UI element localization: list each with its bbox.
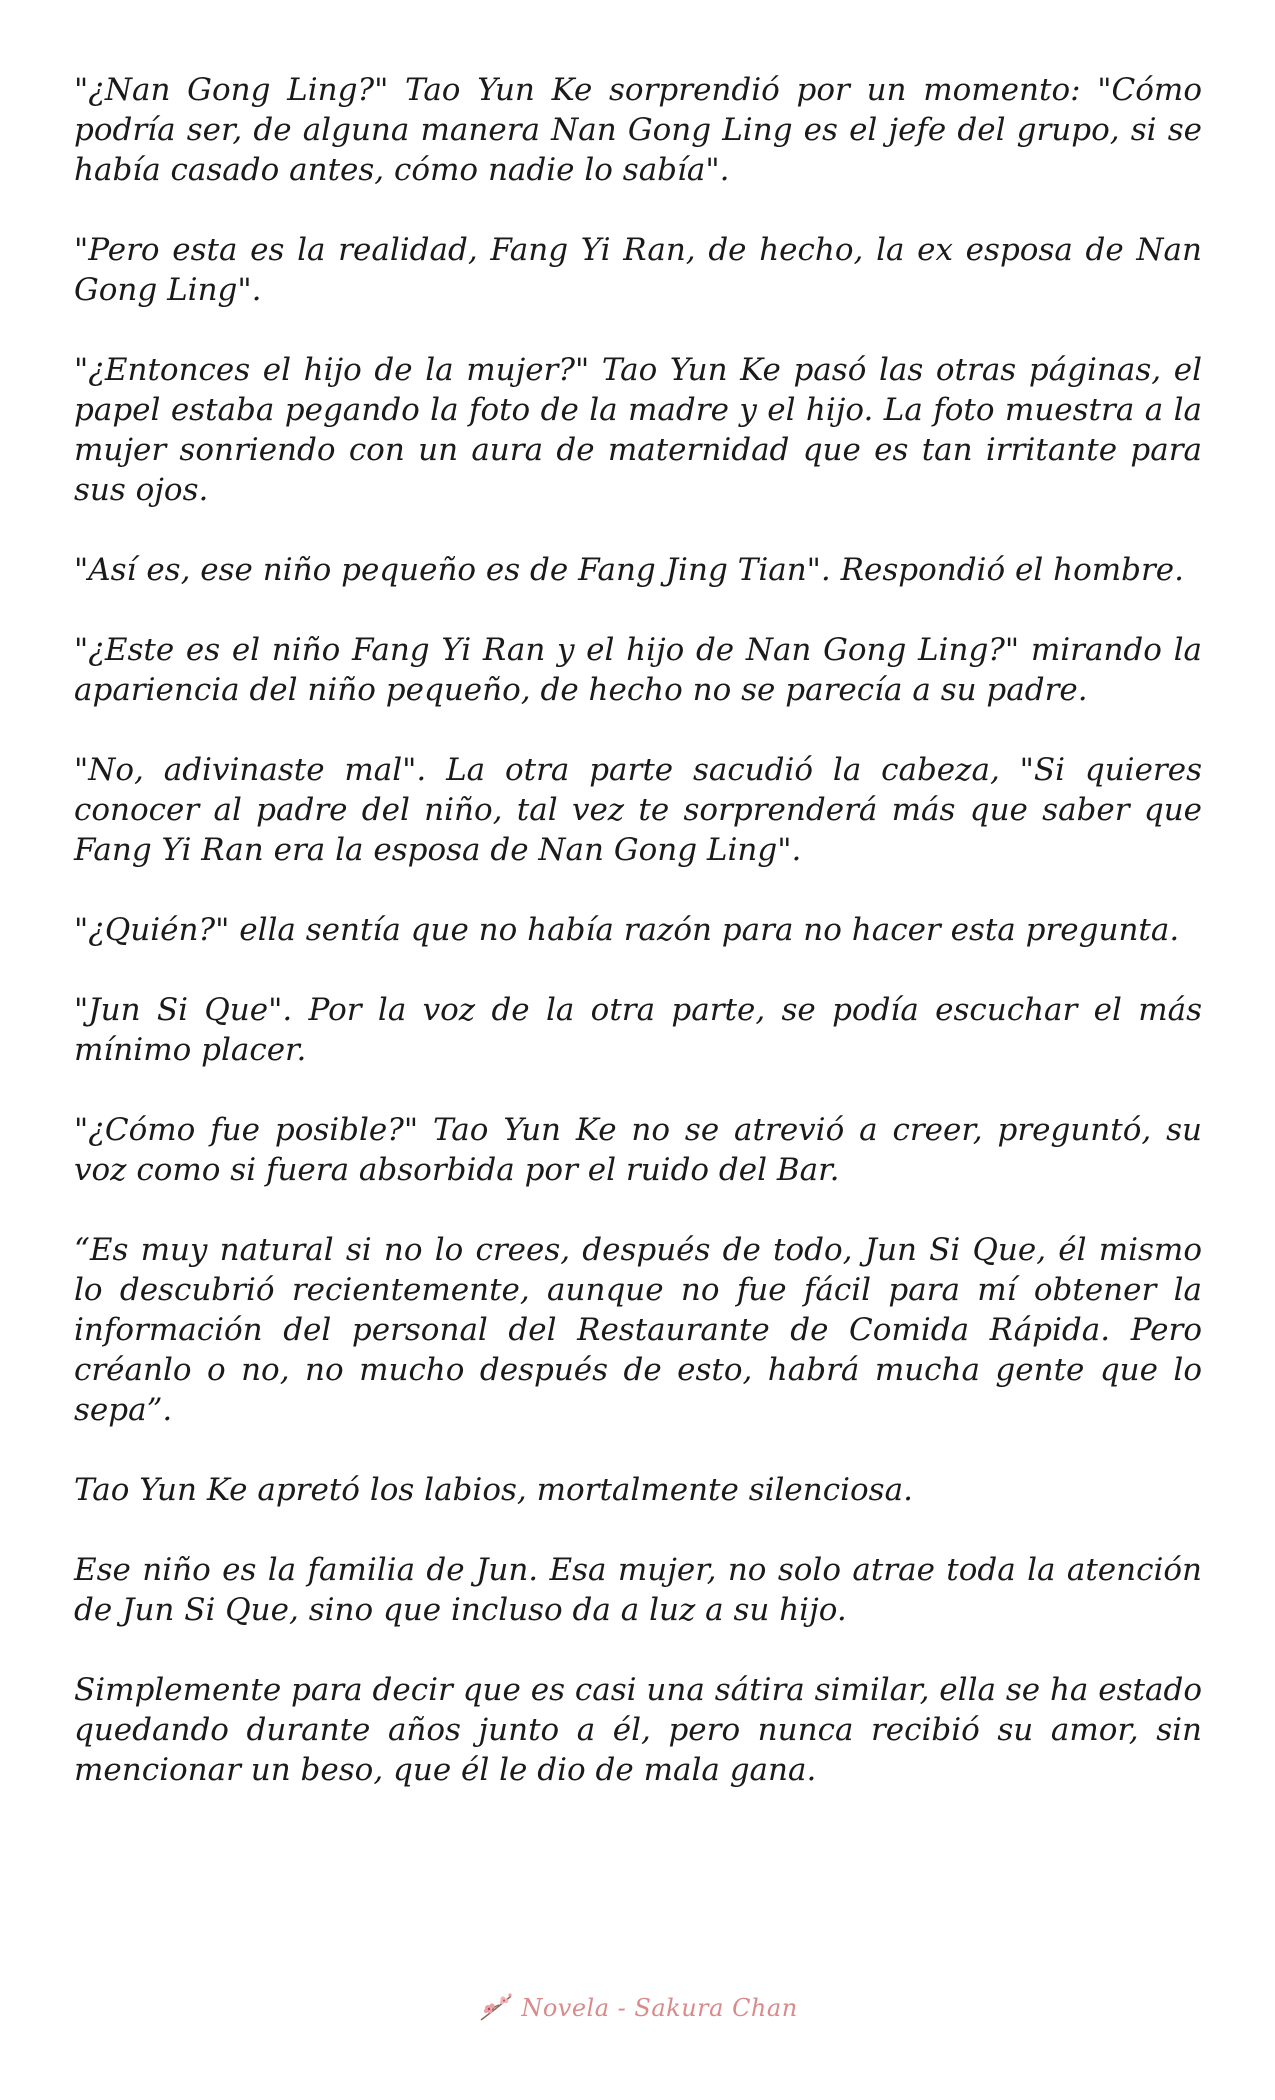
- paragraph: Tao Yun Ke apretó los labios, mortalmente silenciosa.: [74, 1472, 913, 1508]
- paragraph: "¿Entonces el hijo de la mujer?" Tao Yun Ke pasó las otras páginas, el papel estaba pegando la foto de la madre y el hijo. La foto muestra a la mujer sonriendo con un aura de maternidad que es tan irritante para sus ojos.: [74, 352, 1202, 508]
- paragraph: "Pero esta es la realidad, Fang Yi Ran, de hecho, la ex esposa de Nan Gong Ling".: [74, 232, 1202, 308]
- paragraph: "No, adivinaste mal". La otra parte sacudió la cabeza, "Si quieres conocer al padre del niño, tal vez te sorprenderá más que saber que Fang Yi Ran era la esposa de Nan Gong Ling".: [74, 752, 1202, 868]
- paragraph: “Es muy natural si no lo crees, después de todo, Jun Si Que, él mismo lo descubrió recientemente, aunque no fue fácil para mí obtener la información del personal del Restaurante de Comida Rápida. Pero créanlo o no, no mucho después de esto, habrá mucha gente que lo sepa”.: [74, 1232, 1202, 1428]
- document-body: [74, 70, 1202, 1830]
- footer-watermark: [0, 1990, 1275, 2026]
- paragraph: Simplemente para decir que es casi una sátira similar, ella se ha estado quedando durante años junto a él, pero nunca recibió su amor, sin mencionar un beso, que él le dio de mala gana.: [74, 1672, 1202, 1788]
- paragraph: "Jun Si Que". Por la voz de la otra parte, se podía escuchar el más mínimo placer.: [74, 992, 1202, 1068]
- sakura-flower-icon: [477, 1990, 515, 2026]
- paragraph: "¿Nan Gong Ling?" Tao Yun Ke sorprendió por un momento: "Cómo podría ser, de alguna manera Nan Gong Ling es el jefe del grupo, si se había casado antes, cómo nadie lo sabía".: [74, 72, 1202, 188]
- paragraph: "¿Este es el niño Fang Yi Ran y el hijo de Nan Gong Ling?" mirando la apariencia del niño pequeño, de hecho no se parecía a su padre.: [74, 632, 1202, 708]
- paragraph: "Así es, ese niño pequeño es de Fang Jing Tian". Respondió el hombre.: [74, 552, 1184, 588]
- footer-text: Novela - Sakura Chan: [521, 1994, 798, 2022]
- paragraph: "¿Quién?" ella sentía que no había razón para no hacer esta pregunta.: [74, 912, 1180, 948]
- paragraph: "¿Cómo fue posible?" Tao Yun Ke no se atrevió a creer, preguntó, su voz como si fuera absorbida por el ruido del Bar.: [74, 1112, 1202, 1188]
- paragraph: Ese niño es la familia de Jun. Esa mujer, no solo atrae toda la atención de Jun Si Que, sino que incluso da a luz a su hijo.: [74, 1552, 1202, 1628]
